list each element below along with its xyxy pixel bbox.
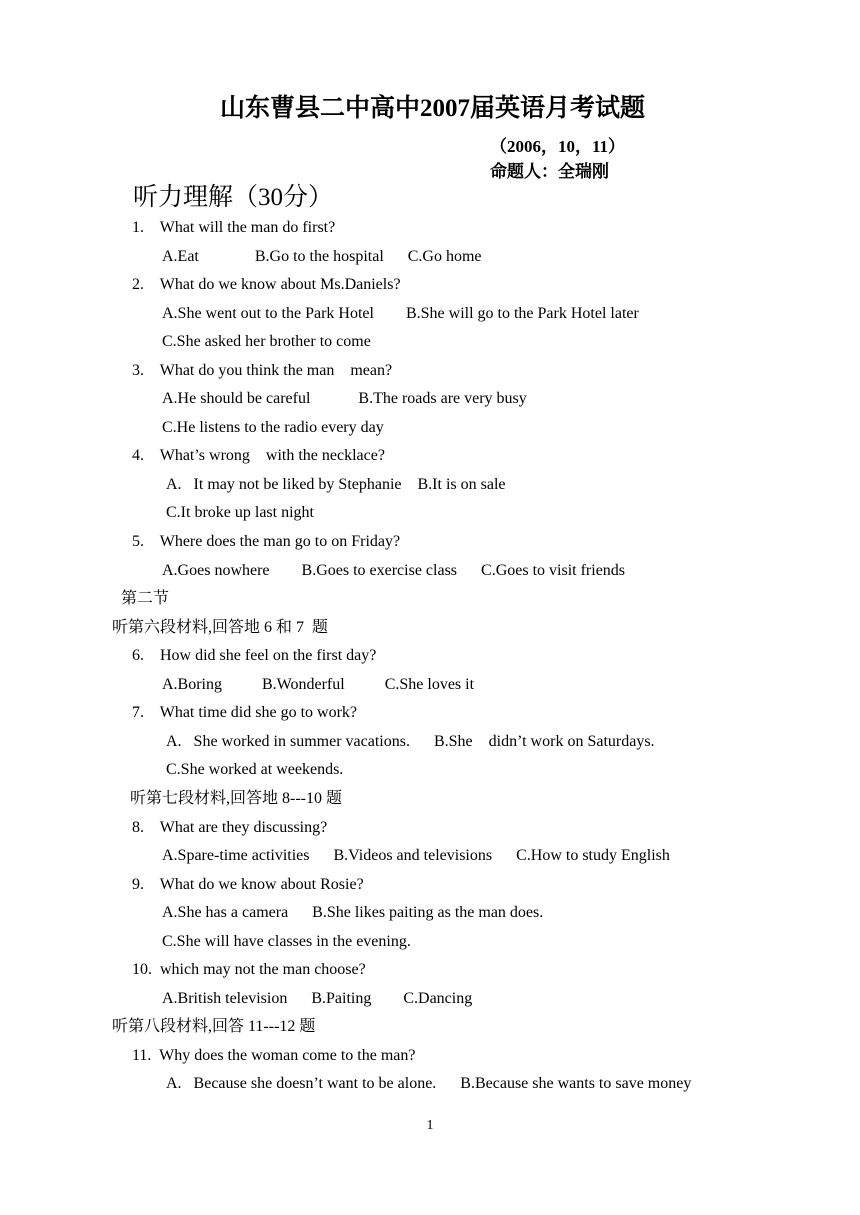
text-line: A.She went out to the Park Hotel B.She will go to the Park Hotel later [162, 305, 639, 322]
text-line: 6. How did she feel on the first day? [132, 647, 377, 664]
text-line: 11. Why does the woman come to the man? [132, 1047, 416, 1064]
text-line: A.Spare-time activities B.Videos and televisions C.How to study English [162, 847, 670, 864]
document-title: 山东曹县二中高中2007届英语月考试题 [220, 95, 646, 122]
text-line: 10. which may not the man choose? [132, 961, 366, 978]
text-line: A. She worked in summer vacations. B.She didn’t work on Saturdays. [166, 733, 655, 750]
text-line: 5. Where does the man go to on Friday? [132, 533, 401, 550]
text-line: C.He listens to the radio every day [162, 419, 384, 436]
text-line: 第二节 [121, 590, 170, 607]
text-line: A.He should be careful B.The roads are very busy [162, 390, 527, 407]
text-line: 1. What will the man do first? [132, 219, 336, 236]
section-title: 听力理解（30分） [133, 184, 334, 211]
text-line: 9. What do we know about Rosie? [132, 876, 364, 893]
text-line: 4. What’s wrong with the necklace? [132, 447, 385, 464]
text-line: A.British television B.Paiting C.Dancing [162, 990, 473, 1007]
text-line: C.It broke up last night [166, 504, 314, 521]
text-line: A.She has a camera B.She likes paiting as the man does. [162, 904, 544, 921]
text-line: C.She worked at weekends. [166, 761, 344, 778]
text-line: 2. What do we know about Ms.Daniels? [132, 276, 401, 293]
text-line: 听第八段材料,回答 11---12 题 [112, 1018, 316, 1035]
exam-author: 命题人：全瑞刚 [490, 162, 609, 181]
text-line: A.Eat B.Go to the hospital C.Go home [162, 248, 482, 265]
text-line: 听第七段材料,回答地 8---10 题 [130, 790, 342, 807]
text-line: 7. What time did she go to work? [132, 704, 357, 721]
text-line: A. It may not be liked by Stephanie B.It is on sale [166, 476, 506, 493]
text-line: A.Goes nowhere B.Goes to exercise class C.Goes to visit friends [162, 562, 626, 579]
text-line: C.She asked her brother to come [162, 333, 371, 350]
text-line: 8. What are they discussing? [132, 819, 328, 836]
text-line: 3. What do you think the man mean? [132, 362, 393, 379]
page-number: 1 [426, 1118, 434, 1133]
exam-date: （2006，10，11） [490, 137, 626, 156]
text-line: A.Boring B.Wonderful C.She loves it [162, 676, 475, 693]
text-line: C.She will have classes in the evening. [162, 933, 411, 950]
text-line: A. Because she doesn’t want to be alone. B.Because she wants to save money [166, 1075, 692, 1092]
text-line: 听第六段材料,回答地 6 和 7 题 [112, 619, 329, 636]
